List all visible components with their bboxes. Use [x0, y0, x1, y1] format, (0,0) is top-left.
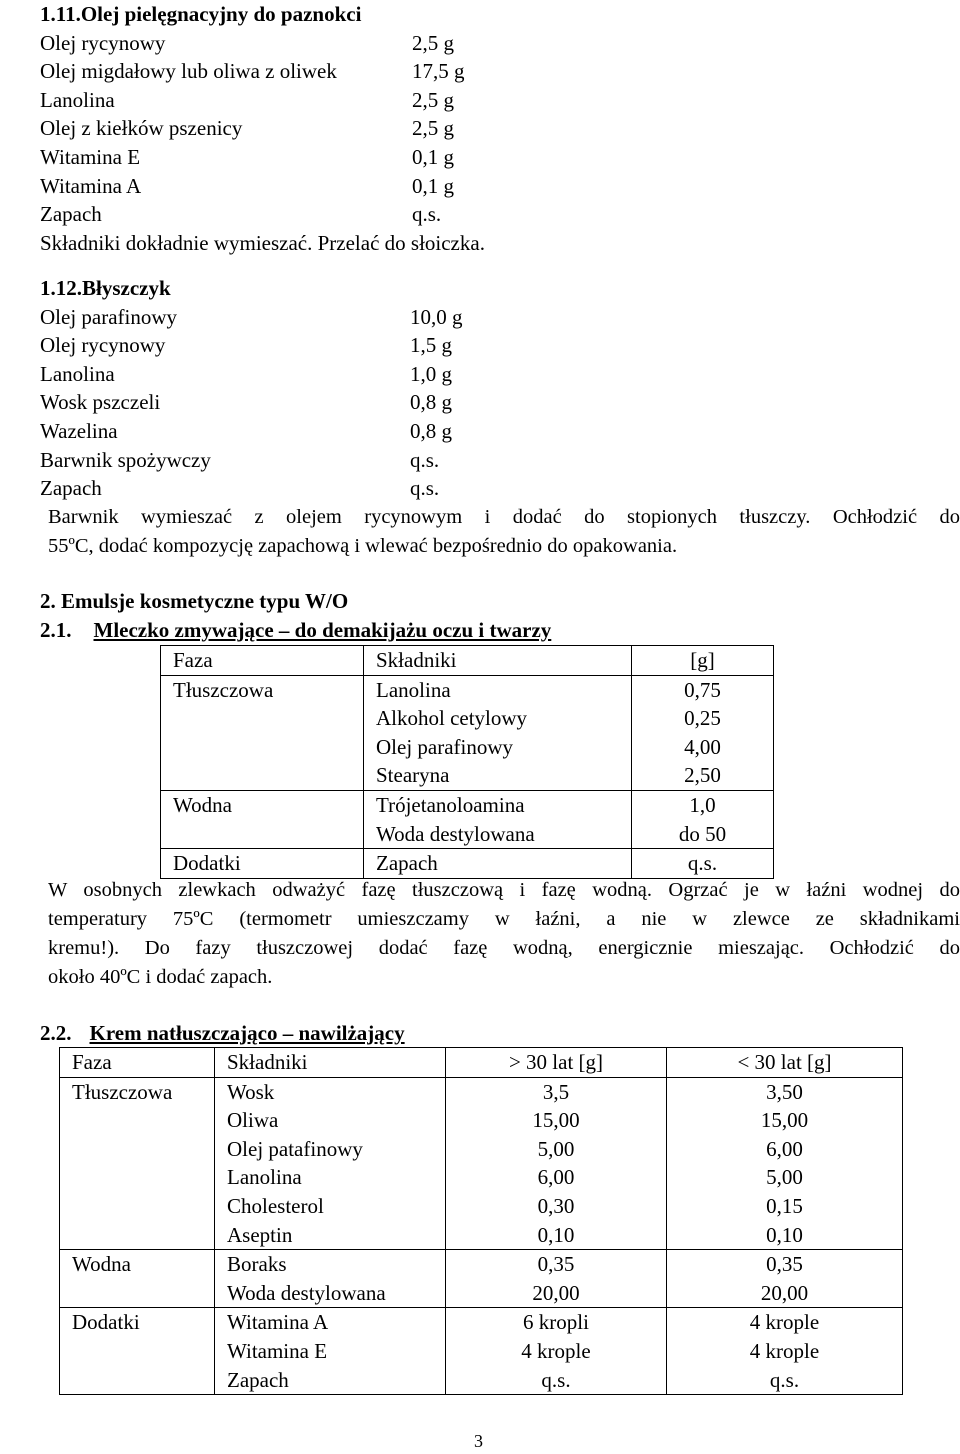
phase-cell: Wodna: [60, 1250, 215, 1308]
ingredients-cell: [215, 1308, 446, 1395]
ingredient-name: Zapach: [376, 851, 438, 876]
ingredient-name: Lanolina: [40, 87, 115, 112]
ingredient-row: [40, 417, 452, 446]
ingredients-cell: [364, 790, 632, 848]
instruction-line: około 40ºC i dodać zapach.: [48, 966, 273, 988]
amounts-over-30-cell: [446, 1308, 667, 1395]
instruction-text: Składniki dokładnie wymieszać. Przelać do słoiczka.: [40, 230, 485, 255]
ingredient-row: [40, 388, 452, 417]
amounts-over-30-cell: [446, 1077, 667, 1250]
ingredient-amount: 0,10: [537, 1222, 575, 1247]
ingredient-amount: q.s.: [410, 476, 440, 501]
ingredient-name: Wazelina: [40, 418, 118, 443]
ingredient-amount: 6 kropli: [523, 1310, 589, 1335]
ingredient-name: Lanolina: [227, 1165, 302, 1190]
subsection-title: Mleczko zmywające – do demakijażu oczu i twarzy: [93, 618, 552, 642]
ingredient-row: [40, 303, 463, 332]
ingredient-amount: q.s.: [769, 1367, 800, 1392]
ingredient-amount: 3,5: [542, 1079, 570, 1104]
ingredient-amount: 2,5 g: [412, 87, 454, 112]
ingredient-amount: 6,00: [537, 1165, 575, 1190]
ingredient-name: Wosk pszczeli: [40, 390, 161, 415]
instruction-line: Barwnik wymieszać z olejem rycynowym i dodać do stopionych tłuszczy. Ochłodzić do: [48, 506, 960, 528]
ingredient-name: Oliwa: [227, 1108, 279, 1133]
ingredients-cell: [215, 1077, 446, 1250]
ingredient-amount: q.s.: [687, 851, 718, 876]
table-header-cell: [g]: [632, 646, 774, 676]
ingredient-amount: 20,00: [760, 1280, 809, 1305]
subsection-title: Krem natłuszczająco – nawilżający: [89, 1021, 405, 1045]
ingredients-cell: [364, 849, 632, 879]
table-header-row: [60, 1048, 903, 1078]
ingredient-name: Witamina A: [40, 173, 142, 198]
chapter-heading: 2. Emulsje kosmetyczne typu W/O: [40, 589, 349, 613]
ingredient-amount: 15,00: [760, 1108, 809, 1133]
ingredient-amount: q.s.: [412, 202, 442, 227]
instruction-line: kremu!). Do fazy tłuszczowej dodać fazę wodną, energicznie mieszając. Ochłodzić do: [48, 937, 960, 959]
ingredient-row: [40, 114, 454, 143]
ingredient-row: [40, 29, 454, 58]
ingredients-cell: [215, 1250, 446, 1308]
section-1-11: [40, 0, 485, 257]
ingredient-amount: 0,25: [684, 706, 721, 731]
table-row: [161, 790, 774, 848]
ingredient-name: Woda destylowana: [227, 1280, 386, 1305]
ingredient-row: [40, 474, 440, 503]
section-title: 1.12.Błyszczyk: [40, 276, 171, 300]
ingredient-name: Witamina E: [40, 144, 141, 169]
ingredients-cell: [364, 675, 632, 790]
amounts-cell: [632, 790, 774, 848]
table-header-cell: > 30 lat [g]: [446, 1048, 667, 1078]
ingredient-amount: 10,0 g: [410, 304, 463, 329]
ingredient-name: Witamina A: [227, 1310, 329, 1335]
recipe-table-mleczko: [160, 645, 774, 879]
ingredient-amount: 0,35: [766, 1252, 803, 1277]
ingredient-amount: 0,75: [684, 677, 721, 702]
ingredient-amount: 5,00: [766, 1165, 803, 1190]
ingredient-row: [40, 172, 454, 201]
ingredient-amount: 15,00: [532, 1108, 580, 1133]
ingredient-amount: 0,1 g: [412, 144, 454, 169]
subsection-number: 2.1.: [40, 618, 72, 642]
ingredient-name: Boraks: [227, 1252, 287, 1277]
ingredient-name: Stearyna: [376, 763, 450, 788]
ingredient-amount: 2,5 g: [412, 30, 454, 55]
ingredient-name: Olej z kiełków pszenicy: [40, 116, 243, 141]
section-title: 1.11.Olej pielęgnacyjny do paznokci: [40, 2, 362, 26]
ingredient-amount: 4,00: [684, 734, 721, 759]
amounts-over-30-cell: [446, 1250, 667, 1308]
ingredient-amount: 5,00: [537, 1136, 575, 1161]
ingredient-name: Lanolina: [40, 361, 115, 386]
ingredient-amount: 4 krople: [749, 1310, 820, 1335]
ingredient-amount: 2,5 g: [412, 116, 454, 141]
ingredient-amount: 1,5 g: [410, 333, 452, 358]
amounts-under-30-cell: [667, 1077, 903, 1250]
ingredient-name: Olej rycynowy: [40, 30, 166, 55]
ingredient-amount: 17,5 g: [412, 59, 465, 84]
ingredient-name: Aseptin: [227, 1222, 293, 1247]
phase-cell: Dodatki: [161, 849, 364, 879]
ingredient-name: Olej parafinowy: [376, 734, 514, 759]
ingredient-amount: 6,00: [766, 1136, 803, 1161]
ingredient-amount: 0,1 g: [412, 173, 454, 198]
ingredient-name: Cholesterol: [227, 1193, 324, 1218]
ingredient-name: Olej patafinowy: [227, 1136, 363, 1161]
table-header-cell: Faza: [161, 646, 364, 676]
instruction-line: W osobnych zlewkach odważyć fazę tłuszczową i fazę wodną. Ogrzać je w łaźni wodnej do: [48, 879, 960, 901]
ingredient-name: Zapach: [40, 476, 102, 501]
table-row: [60, 1077, 903, 1250]
instruction-line: temperatury 75ºC (termometr umieszczamy w łaźni, a nie w zlewce ze składnikami: [48, 908, 960, 930]
table-header-cell: Składniki: [364, 646, 632, 676]
subsection-number: 2.2.: [40, 1021, 72, 1045]
amounts-under-30-cell: [667, 1250, 903, 1308]
instruction-paragraph: [48, 503, 960, 561]
ingredient-amount: 2,50: [684, 763, 721, 788]
phase-cell: Wodna: [161, 790, 364, 848]
ingredient-row: [40, 143, 454, 172]
ingredient-name: Alkohol cetylowy: [376, 706, 528, 731]
ingredient-amount: do 50: [678, 821, 727, 846]
instruction-paragraph: [48, 876, 960, 992]
page-number: 3: [474, 1431, 483, 1451]
ingredient-amount: q.s.: [410, 447, 440, 472]
ingredient-name: Wosk: [227, 1079, 275, 1104]
table-header-cell: Składniki: [215, 1048, 446, 1078]
ingredient-row: [40, 200, 442, 229]
ingredient-amount: 4 krople: [749, 1338, 820, 1363]
phase-cell: Tłuszczowa: [60, 1077, 215, 1250]
subsection-heading: [40, 616, 551, 645]
ingredient-name: Zapach: [40, 202, 102, 227]
ingredient-amount: 0,8 g: [410, 390, 452, 415]
ingredient-amount: 20,00: [532, 1280, 580, 1305]
ingredient-amount: 1,0 g: [410, 361, 452, 386]
table-row: [60, 1250, 903, 1308]
ingredient-amount: 3,50: [766, 1079, 803, 1104]
amounts-cell: [632, 675, 774, 790]
ingredient-name: Olej rycynowy: [40, 333, 166, 358]
table-header-row: [161, 646, 774, 676]
phase-cell: Tłuszczowa: [161, 675, 364, 790]
ingredient-amount: 0,35: [537, 1252, 575, 1277]
ingredient-name: Zapach: [227, 1367, 289, 1392]
ingredient-name: Trójetanoloamina: [376, 792, 525, 817]
ingredient-amount: 0,8 g: [410, 418, 452, 443]
ingredient-row: [40, 331, 452, 360]
section-1-12: [40, 274, 463, 503]
ingredient-amount: 0,30: [537, 1193, 575, 1218]
ingredient-amount: 0,15: [766, 1193, 803, 1218]
amounts-cell: [632, 849, 774, 879]
phase-cell: Dodatki: [60, 1308, 215, 1395]
ingredient-row: [40, 86, 454, 115]
table-row: [161, 675, 774, 790]
instruction-line: 55ºC, dodać kompozycję zapachową i wlewać bezpośrednio do opakowania.: [48, 535, 678, 557]
ingredient-name: Olej migdałowy lub oliwa z oliwek: [40, 59, 337, 84]
ingredient-amount: q.s.: [541, 1367, 571, 1392]
ingredient-name: Barwnik spożywczy: [40, 447, 211, 472]
ingredient-name: Lanolina: [376, 677, 451, 702]
ingredient-name: Woda destylowana: [376, 821, 535, 846]
ingredient-amount: 4 krople: [521, 1338, 591, 1363]
ingredient-amount: 1,0: [689, 792, 716, 817]
ingredient-row: [40, 360, 452, 389]
table-header-cell: Faza: [60, 1048, 215, 1078]
amounts-under-30-cell: [667, 1308, 903, 1395]
ingredient-row: [40, 57, 465, 86]
ingredient-name: Witamina E: [227, 1338, 328, 1363]
ingredient-row: [40, 446, 440, 475]
table-header-cell: < 30 lat [g]: [667, 1048, 903, 1078]
subsection-heading: [40, 1019, 405, 1048]
table-row: [60, 1308, 903, 1395]
ingredient-name: Olej parafinowy: [40, 304, 178, 329]
table-row: [161, 849, 774, 879]
recipe-table-krem: [59, 1047, 903, 1395]
ingredient-amount: 0,10: [766, 1222, 803, 1247]
